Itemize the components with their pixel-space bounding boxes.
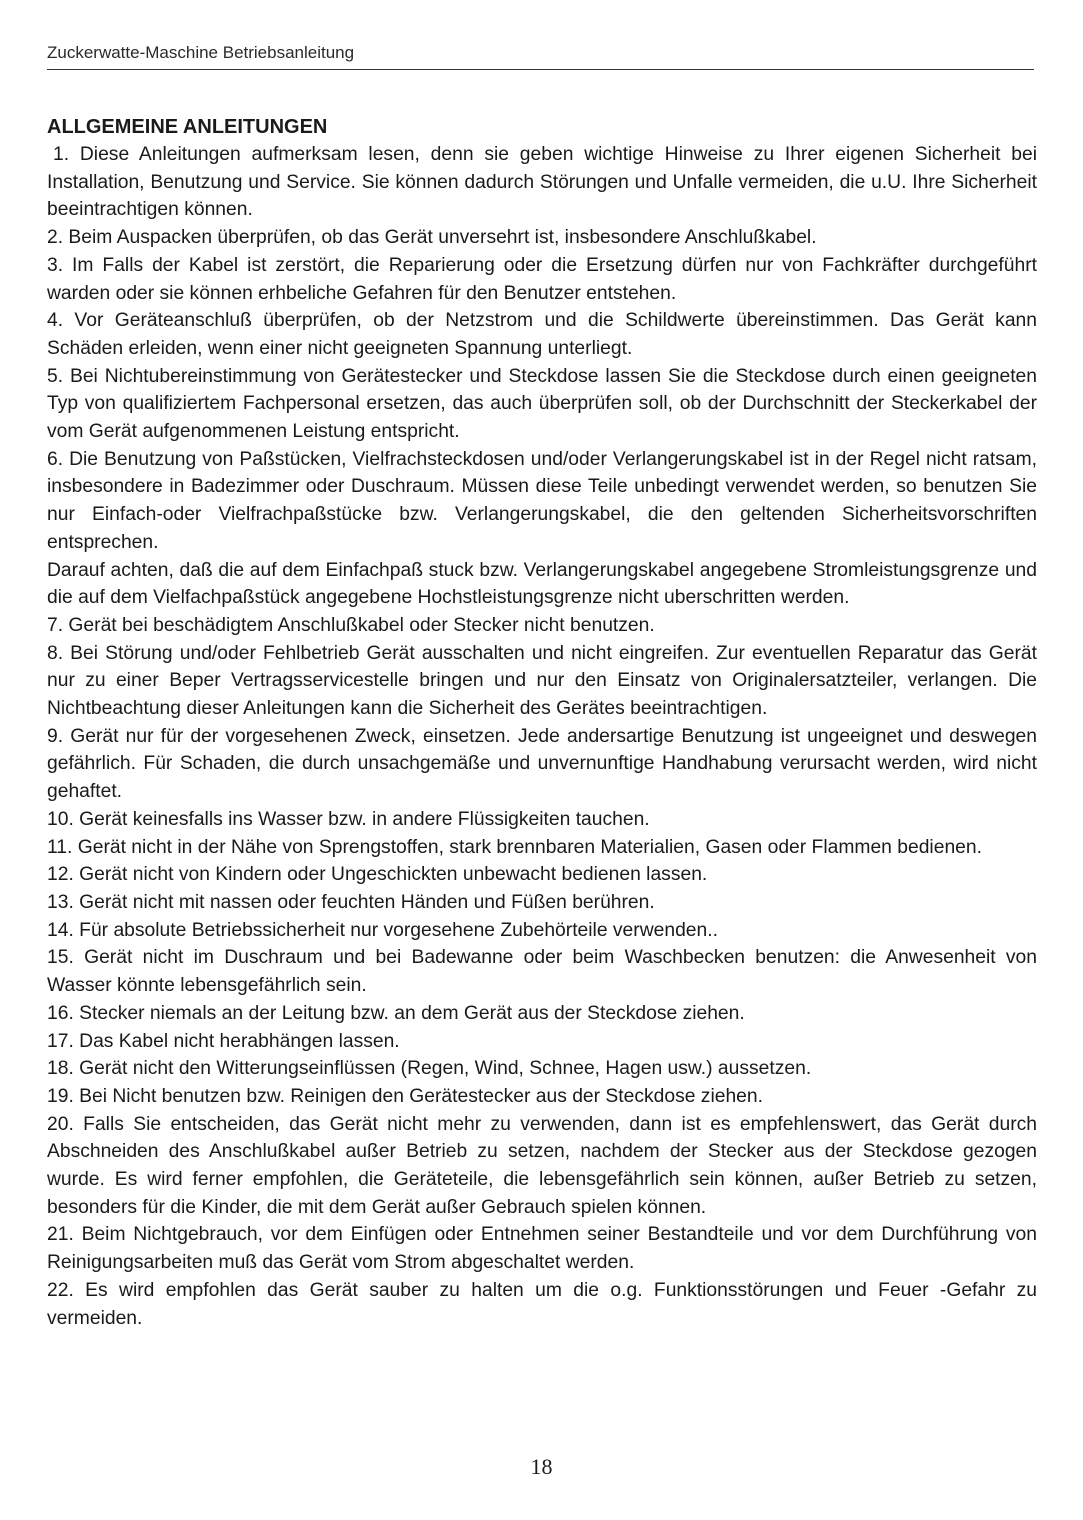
instruction-10: 10. Gerät keinesfalls ins Wasser bzw. in andere Flüssigkeiten tauchen. xyxy=(47,808,650,830)
instruction-18: 18. Gerät nicht den Witterungseinflüssen (Regen, Wind, Schnee, Hagen usw.) aussetzen. xyxy=(47,1058,812,1080)
instruction-5: 5. Bei Nichtubereinstimmung von Gerätestecker und Steckdose lassen Sie die Steckdose durch einen geeigneten Typ von qualifiziertem Fachpersonal ersetzen, das auch überprüfen soll, ob der Durchschnitt der Steckerkabel der vom Gerät aufgenommenen Leistung entspricht. xyxy=(47,365,1037,443)
page-header-title: Zuckerwatte-Maschine Betriebsanleitung xyxy=(47,43,355,62)
section-heading: ALLGEMEINE ANLEITUNGEN xyxy=(47,116,328,138)
instruction-19: 19. Bei Nicht benutzen bzw. Reinigen den Gerätestecker aus der Steckdose ziehen. xyxy=(47,1085,763,1107)
instruction-20: 20. Falls Sie entscheiden, das Gerät nicht mehr zu verwenden, dann ist es empfehlenswert, das Gerät durch Abschneiden des Anschlußkabel außer Betrieb zu setzen, nachdem der Stecker aus der Steckdose gezogen wurde. Es wird ferner empfohlen, die Geräteteile, die lebensgefährlich sein können, außer Betrieb zu setzen, besonders für die Kinder, die mit dem Gerät außer Gebrauch spielen können. xyxy=(47,1113,1037,1218)
header-divider xyxy=(47,69,1034,70)
instruction-3: 3. Im Falls der Kabel ist zerstört, die Reparierung oder die Ersetzung dürfen nur von Fachkräfter durchgeführt warden oder sie können erhbeliche Gefahren für den Benutzer entstehen. xyxy=(47,254,1037,304)
instruction-9: 9. Gerät nur für der vorgesehenen Zweck, einsetzen. Jede andersartige Benutzung ist ungeeignet und deswegen gefährlich. Für Schaden, die durch unsachgemäße und unvernunftige Handhabung verursacht werden, wird nicht gehaftet. xyxy=(47,725,1037,803)
instruction-11: 11. Gerät nicht in der Nähe von Sprengstoffen, stark brennbaren Materialien, Gasen oder Flammen bedienen. xyxy=(47,836,982,858)
instruction-2: 2. Beim Auspacken überprüfen, ob das Gerät unversehrt ist, insbesondere Anschlußkabel. xyxy=(47,227,817,249)
instruction-1: 1. Diese Anleitungen aufmerksam lesen, denn sie geben wichtige Hinweise zu Ihrer eigenen Sicherheit bei Installation, Benutzung und Service. Sie können dadurch Störungen und Unfalle vermeiden, die u.U. Ihre Sicherheit beeintrachtigen können. xyxy=(47,144,1037,221)
instruction-4: 4. Vor Geräteanschluß überprüfen, ob der Netzstrom und die Schildwerte übereinstimmen. Das Gerät kann Schäden erleiden, wenn einer nicht geeigneten Spannung unterliegt. xyxy=(47,310,1037,359)
instruction-8: 8. Bei Störung und/oder Fehlbetrieb Gerät ausschalten und nicht eingreifen. Zur eventuellen Reparatur das Gerät nur zu einer Beper Vertragsservicestelle bringen und nur den Einsatz von Originalersatzteiler, verlangen. Die Nichtbeachtung dieser Anleitungen kann die Sicherheit des Gerätes beeintrachtigen. xyxy=(47,642,1037,720)
instruction-15: 15. Gerät nicht im Duschraum und bei Badewanne oder beim Waschbecken benutzen: die Anwesenheit von Wasser könnte lebensgefährlich sein. xyxy=(47,947,1037,997)
page-number: 18 xyxy=(530,1454,553,1479)
instruction-22: 22. Es wird empfohlen das Gerät sauber zu halten um die o.g. Funktionsstörungen und Feuer -Gefahr zu vermeiden. xyxy=(47,1279,1037,1329)
document-body xyxy=(47,113,1037,1332)
instruction-17: 17. Das Kabel nicht herabhängen lassen. xyxy=(47,1030,400,1052)
instruction-14: 14. Für absolute Betriebssicherheit nur vorgesehene Zubehörteile verwenden.. xyxy=(47,919,718,941)
instruction-13: 13. Gerät nicht mit nassen oder feuchten Händen und Füßen berühren. xyxy=(47,891,655,913)
instruction-16: 16. Stecker niemals an der Leitung bzw. an dem Gerät aus der Steckdose ziehen. xyxy=(47,1002,745,1024)
instruction-7: 7. Gerät bei beschädigtem Anschlußkabel oder Stecker nicht benutzen. xyxy=(47,614,655,636)
instruction-12: 12. Gerät nicht von Kindern oder Ungeschickten unbewacht bedienen lassen. xyxy=(47,864,708,886)
instruction-6-note: Darauf achten, daß die auf dem Einfachpaß stuck bzw. Verlangerungskabel angegebene Stromleistungsgrenze und die auf dem Vielfachpaßstück angegebene Hochstleistungsgrenze nicht uberschritten werden. xyxy=(47,559,1037,609)
instruction-6: 6. Die Benutzung von Paßstücken, Vielfrachsteckdosen und/oder Verlangerungskabel ist in der Regel nicht ratsam, insbesondere in Badezimmer oder Duschraum. Müssen diese Teile unbedingt verwendet werden, so benutzen Sie nur Einfach-oder Vielfrachpaßstücke bzw. Verlangerungskabel, die den geltenden Sicherheitsvorschriften entsprechen. xyxy=(47,448,1037,553)
instruction-21: 21. Beim Nichtgebrauch, vor dem Einfügen oder Entnehmen seiner Bestandteile und vor dem Durchführung von Reinigungsarbeiten muß das Gerät vom Strom abgeschaltet werden. xyxy=(47,1224,1037,1274)
